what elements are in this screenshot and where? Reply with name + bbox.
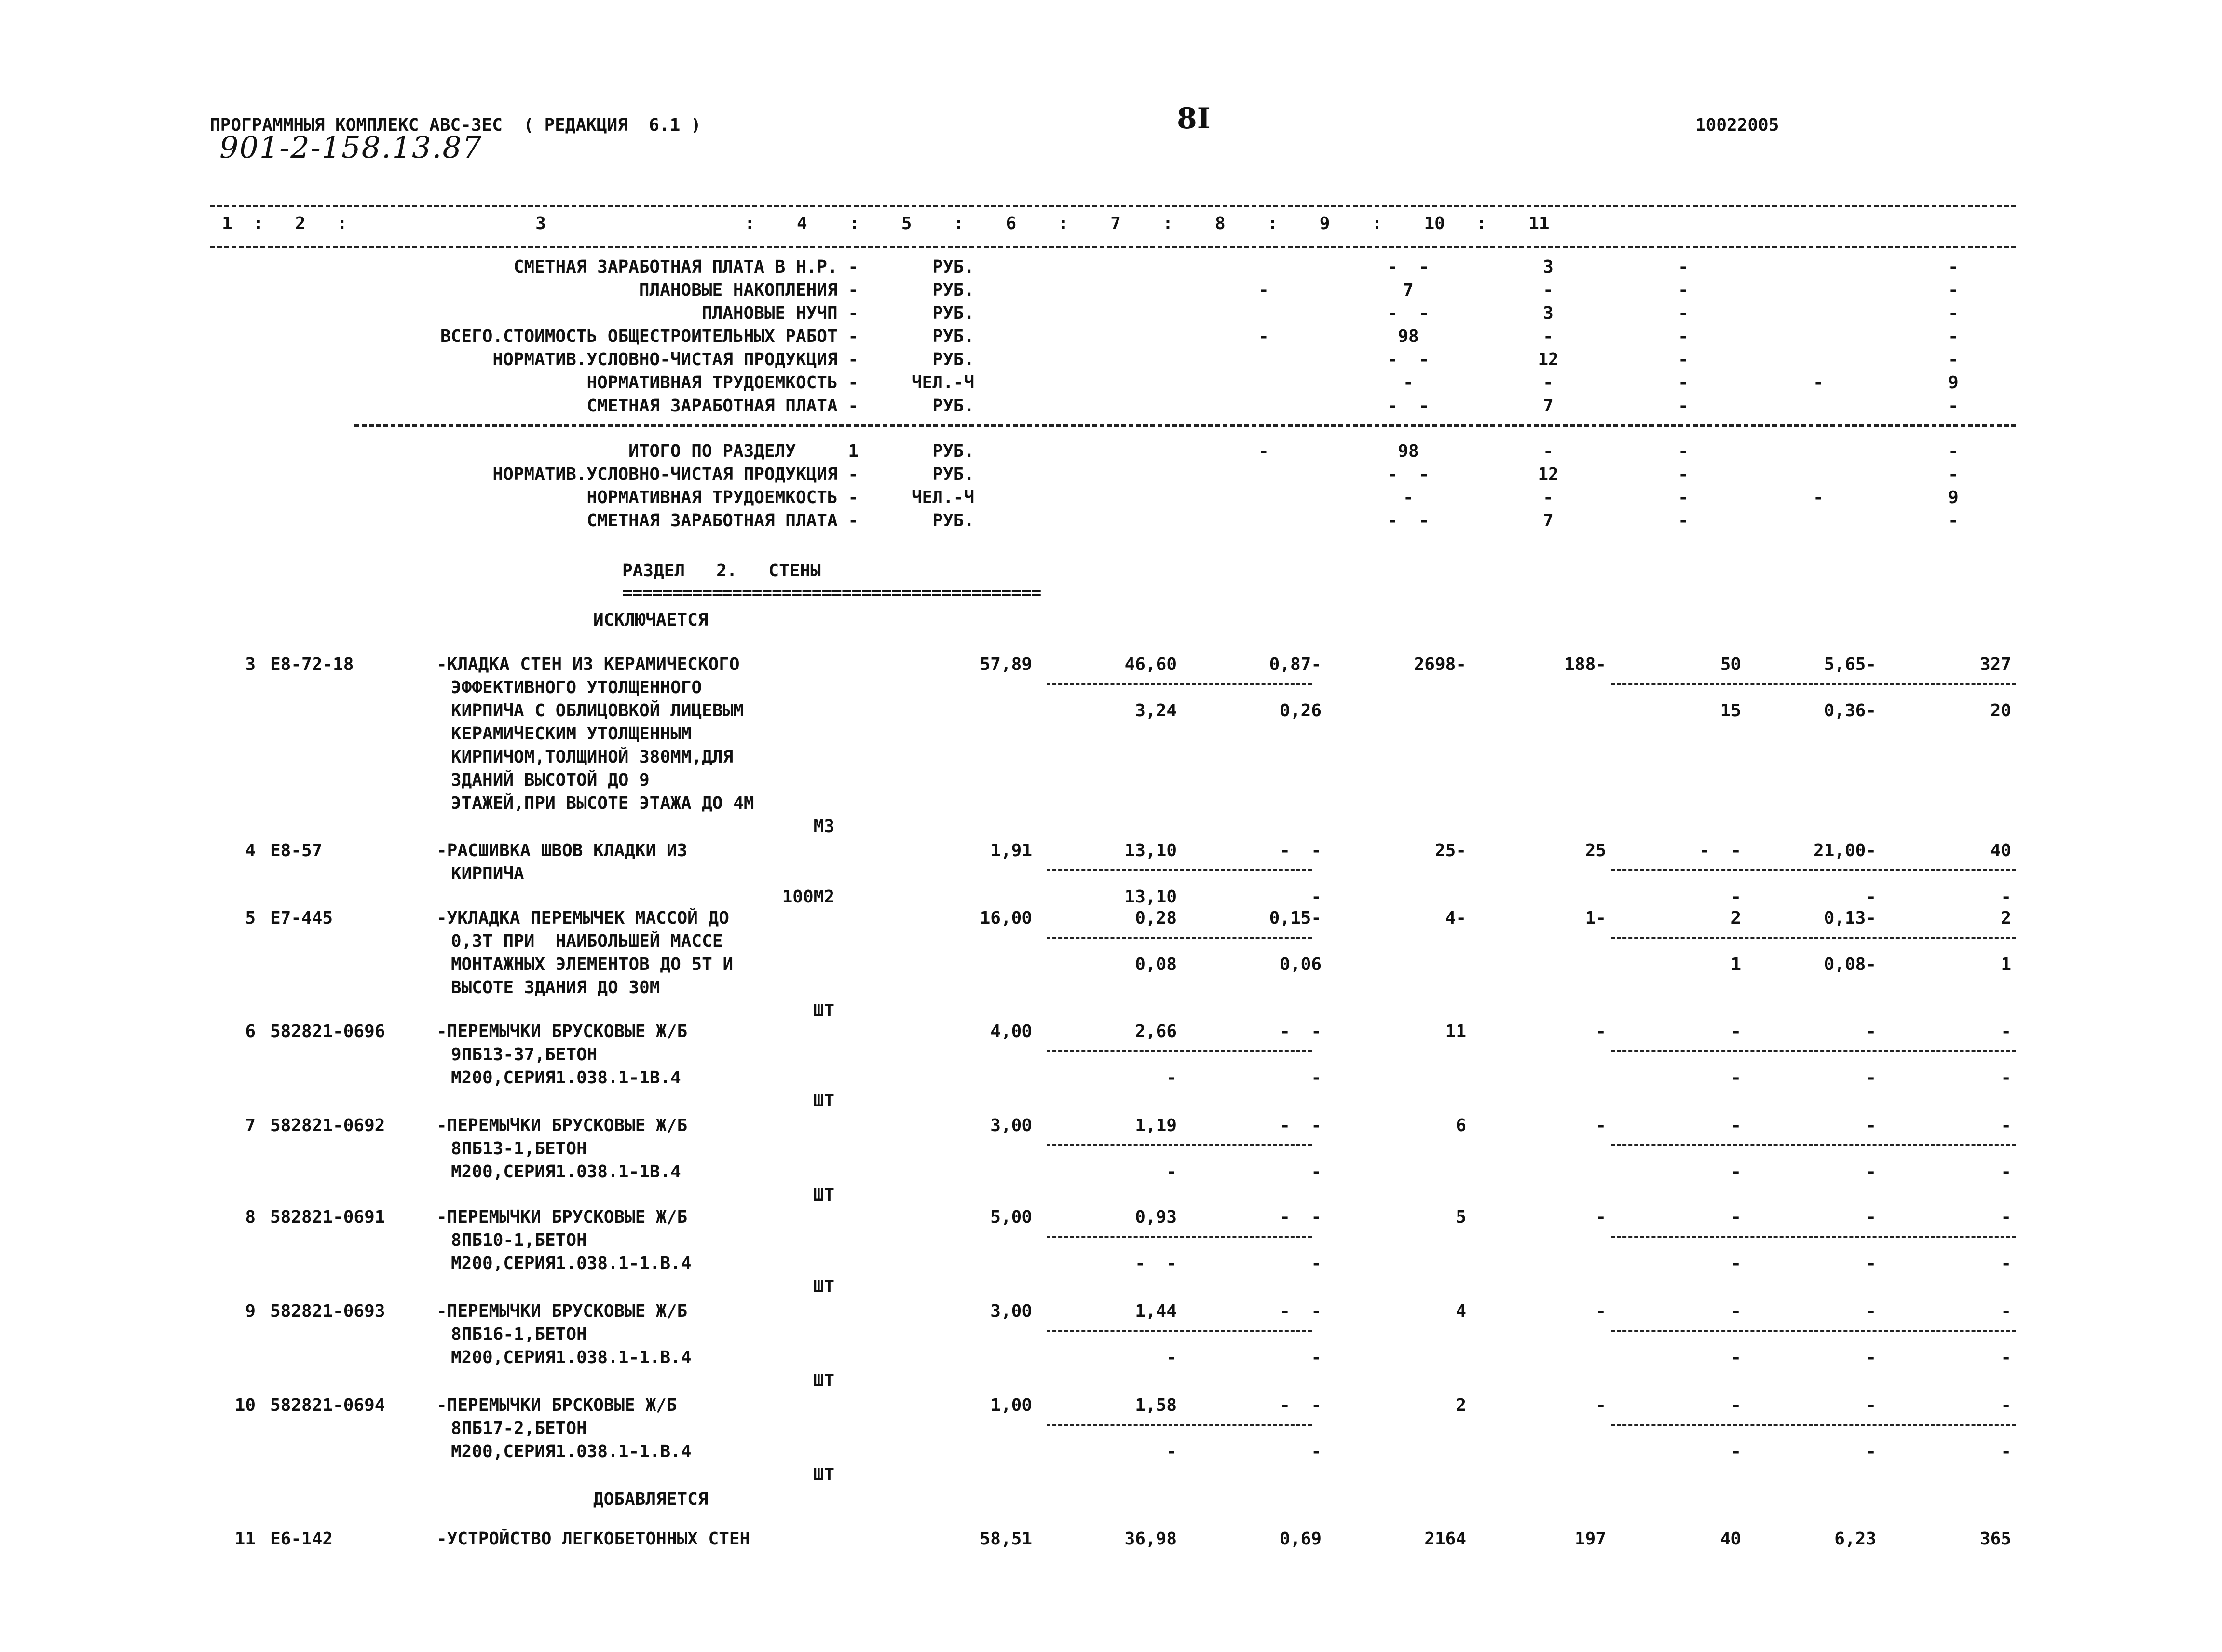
item-unit: М3 xyxy=(813,817,834,836)
item-c6b: 0,06 xyxy=(1280,955,1322,974)
summary-c9: - xyxy=(1678,257,1689,277)
item-description-line: -ПЕРЕМЫЧКИ БРУСКОВЫЕ Ж/Б xyxy=(436,1207,688,1227)
item-c9b: - xyxy=(1731,1068,1741,1088)
summary-c11: - xyxy=(1948,350,1959,369)
item-c6: - - xyxy=(1280,1116,1322,1135)
item-c9: - - xyxy=(1699,841,1741,860)
summary-c11: 9 xyxy=(1948,373,1959,393)
summary-c9: - xyxy=(1678,280,1689,300)
summary-unit: ЧЕЛ.-Ч xyxy=(911,373,974,393)
item-number: 10 xyxy=(234,1395,256,1415)
item-c6: 0,15- xyxy=(1269,908,1322,928)
item-description-line: М200,СЕРИЯ1.038.1-1В.4 xyxy=(451,1162,681,1182)
summary-c8: 12 xyxy=(1538,350,1559,369)
item-number: 6 xyxy=(245,1022,256,1041)
summary-unit: ЧЕЛ.-Ч xyxy=(911,488,974,507)
item-description-line: ЭТАЖЕЙ,ПРИ ВЫСОТЕ ЭТАЖА ДО 4М xyxy=(451,793,754,813)
item-c6b: - xyxy=(1311,887,1322,907)
item-c7: 2698- xyxy=(1414,655,1466,674)
item-c9b: - xyxy=(1731,1442,1741,1461)
item-c9: 2 xyxy=(1731,908,1741,928)
item-number: 4 xyxy=(245,841,256,860)
item-subtotal-rule xyxy=(1047,869,1312,871)
item-c11: - xyxy=(2001,1395,2011,1415)
item-description-line: КИРПИЧОМ,ТОЛЩИНОЙ 380ММ,ДЛЯ xyxy=(451,747,734,767)
item-c9b: - xyxy=(1731,1162,1741,1182)
summary-label: ИТОГО ПО РАЗДЕЛУ 1 xyxy=(628,441,859,461)
item-subtotal-rule xyxy=(1611,1050,2016,1052)
item-number: 3 xyxy=(245,655,256,674)
excluded-label: ИСКЛЮЧАЕТСЯ xyxy=(593,610,709,630)
item-description-line: М200,СЕРИЯ1.038.1-1.В.4 xyxy=(451,1442,692,1461)
item-c8: - xyxy=(1595,1022,1606,1041)
item-c9b: - xyxy=(1731,1254,1741,1273)
summary-c7: 98 xyxy=(1398,327,1419,346)
summary-label: НОРМАТИВ.УСЛОВНО-ЧИСТАЯ ПРОДУКЦИЯ - xyxy=(492,464,859,484)
added-item-col9: 40 xyxy=(1720,1529,1741,1549)
summary-c9: - xyxy=(1678,327,1689,346)
summary-c7: - xyxy=(1403,373,1414,393)
item-c11b: - xyxy=(2001,1068,2011,1088)
item-c10b: - xyxy=(1866,1348,1876,1367)
item-description-line: -КЛАДКА СТЕН ИЗ КЕРАМИЧЕСКОГО xyxy=(436,655,740,674)
summary-unit: РУБ. xyxy=(932,441,974,461)
item-c6: - - xyxy=(1280,1395,1322,1415)
item-description-line: ЭФФЕКТИВНОГО УТОЛЩЕННОГО xyxy=(451,678,702,697)
item-c9: - xyxy=(1731,1207,1741,1227)
summary-c8: - xyxy=(1543,327,1554,346)
summary-unit: РУБ. xyxy=(932,396,974,416)
item-subtotal-rule xyxy=(1047,683,1312,685)
item-description-line: 8ПБ13-1,БЕТОН xyxy=(451,1139,587,1159)
item-number: 9 xyxy=(245,1301,256,1321)
summary-c8: 7 xyxy=(1543,511,1554,531)
summary-c11: - xyxy=(1948,511,1959,531)
item-c5b: 0,08 xyxy=(1135,955,1177,974)
summary-c6: - xyxy=(1258,280,1269,300)
item-subtotal-rule xyxy=(1047,937,1312,939)
item-description-line: 8ПБ17-2,БЕТОН xyxy=(451,1419,587,1438)
item-c6b: - xyxy=(1311,1162,1322,1182)
added-item-qty: 58,51 xyxy=(980,1529,1032,1549)
header-bottom-rule xyxy=(210,246,2016,248)
summary-c7: - xyxy=(1403,488,1414,507)
item-qty: 1,91 xyxy=(990,841,1032,860)
added-item-col5: 36,98 xyxy=(1124,1529,1177,1549)
item-c10b: - xyxy=(1866,1068,1876,1088)
item-unit: ШТ xyxy=(813,1465,834,1485)
item-c10: 5,65- xyxy=(1824,655,1876,674)
summary-c11: - xyxy=(1948,327,1959,346)
summary-c11: - xyxy=(1948,396,1959,416)
item-c11b: - xyxy=(2001,1254,2011,1273)
summary-c9: - xyxy=(1678,373,1689,393)
summary-label: ПЛАНОВЫЕ НАКОПЛЕНИЯ - xyxy=(639,280,859,300)
document-code: 10022005 xyxy=(1695,115,1779,135)
item-c9: - xyxy=(1731,1301,1741,1321)
item-c8: - xyxy=(1595,1395,1606,1415)
item-c5: 1,58 xyxy=(1135,1395,1177,1415)
item-unit: ШТ xyxy=(813,1185,834,1205)
item-c9b: 15 xyxy=(1720,701,1741,721)
item-subtotal-rule xyxy=(1611,1236,2016,1238)
item-c9: 50 xyxy=(1720,655,1741,674)
summary-label: ПЛАНОВЫЕ НУЧП - xyxy=(701,303,859,323)
summary-unit: РУБ. xyxy=(932,327,974,346)
item-description-line: КЕРАМИЧЕСКИМ УТОЛЩЕННЫМ xyxy=(451,724,692,744)
item-description-line: ВЫСОТЕ ЗДАНИЯ ДО 30М xyxy=(451,978,660,997)
item-c7: 5 xyxy=(1456,1207,1466,1227)
summary-unit: РУБ. xyxy=(932,350,974,369)
summary-c11: 9 xyxy=(1948,488,1959,507)
summary-c9: - xyxy=(1678,350,1689,369)
column-header: 1 : 2 : 3 : 4 : 5 : 6 : 7 : 8 : 9 : 10 : 11 xyxy=(222,214,1550,233)
item-c10b: - xyxy=(1866,1162,1876,1182)
item-c7: 4 xyxy=(1456,1301,1466,1321)
summary-c8: - xyxy=(1543,280,1554,300)
item-c8: 188- xyxy=(1564,655,1606,674)
summary-label: СМЕТНАЯ ЗАРАБОТНАЯ ПЛАТА - xyxy=(586,396,859,416)
item-c5: 1,19 xyxy=(1135,1116,1177,1135)
added-item-code: Е6-142 xyxy=(270,1529,333,1549)
summary-c9: - xyxy=(1678,511,1689,531)
item-c10: - xyxy=(1866,1207,1876,1227)
item-qty: 1,00 xyxy=(990,1395,1032,1415)
summary-c7: 98 xyxy=(1398,441,1419,461)
summary-label: НОРМАТИВ.УСЛОВНО-ЧИСТАЯ ПРОДУКЦИЯ - xyxy=(492,350,859,369)
summary-c8: - xyxy=(1543,441,1554,461)
item-c8: 25 xyxy=(1585,841,1606,860)
header-top-rule xyxy=(210,205,2016,207)
added-item-col8: 197 xyxy=(1574,1529,1606,1549)
item-c5: 13,10 xyxy=(1124,841,1177,860)
summary-c7: - - xyxy=(1387,303,1430,323)
summary-c8: 7 xyxy=(1543,396,1554,416)
summary-c8: - xyxy=(1543,373,1554,393)
section-underline: ========================================== xyxy=(622,583,1041,603)
item-subtotal-rule xyxy=(1047,1050,1312,1052)
item-subtotal-rule xyxy=(1047,1144,1312,1146)
item-subtotal-rule xyxy=(1047,1424,1312,1426)
item-unit: ШТ xyxy=(813,1371,834,1391)
summary-c11: - xyxy=(1948,441,1959,461)
item-c6b: - xyxy=(1311,1254,1322,1273)
item-c10b: 0,36- xyxy=(1824,701,1876,721)
summary-unit: РУБ. xyxy=(932,464,974,484)
item-c5: 0,28 xyxy=(1135,908,1177,928)
item-c7: 11 xyxy=(1445,1022,1466,1041)
item-c8: - xyxy=(1595,1207,1606,1227)
item-c10b: - xyxy=(1866,1442,1876,1461)
item-code: Е7-445 xyxy=(270,908,333,928)
summary-label: СМЕТНАЯ ЗАРАБОТНАЯ ПЛАТА - xyxy=(586,511,859,531)
added-label: ДОБАВЛЯЕТСЯ xyxy=(593,1489,709,1509)
item-c10b: - xyxy=(1866,887,1876,907)
item-description-line: -ПЕРЕМЫЧКИ БРУСКОВЫЕ Ж/Б xyxy=(436,1116,688,1135)
item-description-line: М200,СЕРИЯ1.038.1-1В.4 xyxy=(451,1068,681,1088)
item-subtotal-rule xyxy=(1047,1330,1312,1332)
item-description-line: М200,СЕРИЯ1.038.1-1.В.4 xyxy=(451,1254,692,1273)
added-item-number: 11 xyxy=(234,1529,256,1549)
item-c6b: - xyxy=(1311,1068,1322,1088)
summary-c8: 3 xyxy=(1543,303,1554,323)
summary-c7: - - xyxy=(1387,257,1430,277)
item-c7: 4- xyxy=(1445,908,1466,928)
item-qty: 5,00 xyxy=(990,1207,1032,1227)
summary-label: НОРМАТИВНАЯ ТРУДОЕМКОСТЬ - xyxy=(586,373,859,393)
item-description-line: 9ПБ13-37,БЕТОН xyxy=(451,1045,598,1065)
item-description-line: 0,3Т ПРИ НАИБОЛЬШЕЙ МАССЕ xyxy=(451,931,723,951)
item-c6: - - xyxy=(1280,1207,1322,1227)
summary-c6: - xyxy=(1258,441,1269,461)
item-c6: - - xyxy=(1280,1301,1322,1321)
item-c5b: - xyxy=(1166,1442,1177,1461)
item-subtotal-rule xyxy=(1611,937,2016,939)
item-subtotal-rule xyxy=(1611,683,2016,685)
item-c9b: - xyxy=(1731,887,1741,907)
item-unit: ШТ xyxy=(813,1001,834,1021)
item-number: 5 xyxy=(245,908,256,928)
item-description-line: ЗДАНИЙ ВЫСОТОЙ ДО 9 xyxy=(451,770,650,790)
item-description-line: М200,СЕРИЯ1.038.1-1.В.4 xyxy=(451,1348,692,1367)
summary-unit: РУБ. xyxy=(932,511,974,531)
summary-separator-rule xyxy=(354,424,2016,427)
item-description-line: -УКЛАДКА ПЕРЕМЫЧЕК МАССОЙ ДО xyxy=(436,908,729,928)
summary-c11: - xyxy=(1948,464,1959,484)
item-qty: 3,00 xyxy=(990,1301,1032,1321)
summary-c6: - xyxy=(1258,327,1269,346)
item-c10: - xyxy=(1866,1395,1876,1415)
item-c5: 46,60 xyxy=(1124,655,1177,674)
item-c11b: - xyxy=(2001,1348,2011,1367)
summary-c10: - xyxy=(1813,373,1824,393)
item-c9: - xyxy=(1731,1022,1741,1041)
added-item-col7: 2164 xyxy=(1424,1529,1466,1549)
item-c10: - xyxy=(1866,1022,1876,1041)
summary-label: ВСЕГО.СТОИМОСТЬ ОБЩЕСТРОИТЕЛЬНЫХ РАБОТ - xyxy=(440,327,859,346)
item-number: 7 xyxy=(245,1116,256,1135)
summary-unit: РУБ. xyxy=(932,280,974,300)
item-c10: - xyxy=(1866,1301,1876,1321)
item-c11: - xyxy=(2001,1207,2011,1227)
summary-c8: - xyxy=(1543,488,1554,507)
item-description-line: 8ПБ10-1,БЕТОН xyxy=(451,1230,587,1250)
item-c6b: 0,26 xyxy=(1280,701,1322,721)
item-c9b: - xyxy=(1731,1348,1741,1367)
item-c11b: - xyxy=(2001,1162,2011,1182)
summary-unit: РУБ. xyxy=(932,257,974,277)
summary-c7: - - xyxy=(1387,350,1430,369)
item-c7: 6 xyxy=(1456,1116,1466,1135)
item-code: 582821-0692 xyxy=(270,1116,385,1135)
item-subtotal-rule xyxy=(1611,1330,2016,1332)
summary-c9: - xyxy=(1678,488,1689,507)
item-c8: - xyxy=(1595,1301,1606,1321)
item-c6: - - xyxy=(1280,1022,1322,1041)
item-c5: 1,44 xyxy=(1135,1301,1177,1321)
item-qty: 3,00 xyxy=(990,1116,1032,1135)
item-c5b: - xyxy=(1166,1348,1177,1367)
item-description-line: 8ПБ16-1,БЕТОН xyxy=(451,1324,587,1344)
summary-c7: - - xyxy=(1387,464,1430,484)
item-c11: - xyxy=(2001,1116,2011,1135)
item-c7: 2 xyxy=(1456,1395,1466,1415)
item-code: 582821-0694 xyxy=(270,1395,385,1415)
added-item-col11: 365 xyxy=(1979,1529,2011,1549)
item-number: 8 xyxy=(245,1207,256,1227)
summary-c8: 3 xyxy=(1543,257,1554,277)
added-item-col6: 0,69 xyxy=(1280,1529,1322,1549)
item-subtotal-rule xyxy=(1047,1236,1312,1238)
item-code: Е8-72-18 xyxy=(270,655,354,674)
summary-c7: 7 xyxy=(1403,280,1414,300)
summary-c9: - xyxy=(1678,441,1689,461)
item-c10: - xyxy=(1866,1116,1876,1135)
item-c11: 40 xyxy=(1990,841,2011,860)
item-c11b: 20 xyxy=(1990,701,2011,721)
item-c11: 2 xyxy=(2001,908,2011,928)
item-subtotal-rule xyxy=(1611,869,2016,871)
item-c9: - xyxy=(1731,1116,1741,1135)
summary-label: СМЕТНАЯ ЗАРАБОТНАЯ ПЛАТА В Н.Р. - xyxy=(513,257,859,277)
item-c6: 0,87- xyxy=(1269,655,1322,674)
item-c10b: 0,08- xyxy=(1824,955,1876,974)
item-code: Е8-57 xyxy=(270,841,323,860)
item-c9b: 1 xyxy=(1731,955,1741,974)
item-code: 582821-0696 xyxy=(270,1022,385,1041)
item-description-line: -ПЕРЕМЫЧКИ БРУСКОВЫЕ Ж/Б xyxy=(436,1301,688,1321)
item-description-line: -РАСШИВКА ШВОВ КЛАДКИ ИЗ xyxy=(436,841,688,860)
item-c11b: - xyxy=(2001,1442,2011,1461)
summary-c8: 12 xyxy=(1538,464,1559,484)
item-c5: 0,93 xyxy=(1135,1207,1177,1227)
item-unit: ШТ xyxy=(813,1277,834,1297)
item-c6b: - xyxy=(1311,1442,1322,1461)
item-description-line: КИРПИЧА xyxy=(451,864,524,884)
item-c8: 1- xyxy=(1585,908,1606,928)
summary-label: НОРМАТИВНАЯ ТРУДОЕМКОСТЬ - xyxy=(586,488,859,507)
summary-c9: - xyxy=(1678,464,1689,484)
item-qty: 16,00 xyxy=(980,908,1032,928)
summary-c7: - - xyxy=(1387,396,1430,416)
item-c11: - xyxy=(2001,1022,2011,1041)
summary-c7: - - xyxy=(1387,511,1430,531)
item-c11: - xyxy=(2001,1301,2011,1321)
section-title: РАЗДЕЛ 2. СТЕНЫ xyxy=(622,561,821,581)
summary-c10: - xyxy=(1813,488,1824,507)
item-code: 582821-0693 xyxy=(270,1301,385,1321)
item-c7: 25- xyxy=(1434,841,1466,860)
added-item-col10: 6,23 xyxy=(1834,1529,1876,1549)
item-subtotal-rule xyxy=(1611,1144,2016,1146)
item-unit: ШТ xyxy=(813,1091,834,1111)
summary-c11: - xyxy=(1948,280,1959,300)
item-c5b: - xyxy=(1166,1162,1177,1182)
item-c6: - - xyxy=(1280,841,1322,860)
item-c6b: - xyxy=(1311,1348,1322,1367)
summary-c9: - xyxy=(1678,396,1689,416)
added-item-description: -УСТРОЙСТВО ЛЕГКОБЕТОННЫХ СТЕН xyxy=(436,1529,750,1549)
item-c10b: - xyxy=(1866,1254,1876,1273)
item-c5b: 3,24 xyxy=(1135,701,1177,721)
program-title: ПРОГРАММНЫЯ КОМПЛЕКС АВС-ЗЕС ( РЕДАКЦИЯ 6.1 ) xyxy=(210,115,701,135)
summary-c11: - xyxy=(1948,257,1959,277)
item-c5b: - xyxy=(1166,1068,1177,1088)
item-c11b: - xyxy=(2001,887,2011,907)
page-number: 8I xyxy=(1177,102,1211,136)
item-description-line: -ПЕРЕМЫЧКИ БРУСКОВЫЕ Ж/Б xyxy=(436,1022,688,1041)
item-c11: 327 xyxy=(1979,655,2011,674)
summary-c11: - xyxy=(1948,303,1959,323)
item-description-line: МОНТАЖНЫХ ЭЛЕМЕНТОВ ДО 5Т И xyxy=(451,955,734,974)
item-c5b: 13,10 xyxy=(1124,887,1177,907)
item-code: 582821-0691 xyxy=(270,1207,385,1227)
summary-unit: РУБ. xyxy=(932,303,974,323)
item-c8: - xyxy=(1595,1116,1606,1135)
summary-c9: - xyxy=(1678,303,1689,323)
handwritten-project-code: 901-2-158.13.87 xyxy=(219,130,483,165)
item-unit: 100М2 xyxy=(782,887,834,907)
item-c10: 0,13- xyxy=(1824,908,1876,928)
item-c11b: 1 xyxy=(2001,955,2011,974)
item-c10: 21,00- xyxy=(1813,841,1876,860)
item-c9: - xyxy=(1731,1395,1741,1415)
item-subtotal-rule xyxy=(1611,1424,2016,1426)
item-c5b: - - xyxy=(1135,1254,1177,1273)
item-qty: 57,89 xyxy=(980,655,1032,674)
item-qty: 4,00 xyxy=(990,1022,1032,1041)
item-description-line: -ПЕРЕМЫЧКИ БРСКОВЫЕ Ж/Б xyxy=(436,1395,677,1415)
item-description-line: КИРПИЧА С ОБЛИЦОВКОЙ ЛИЦЕВЫМ xyxy=(451,701,744,721)
item-c5: 2,66 xyxy=(1135,1022,1177,1041)
